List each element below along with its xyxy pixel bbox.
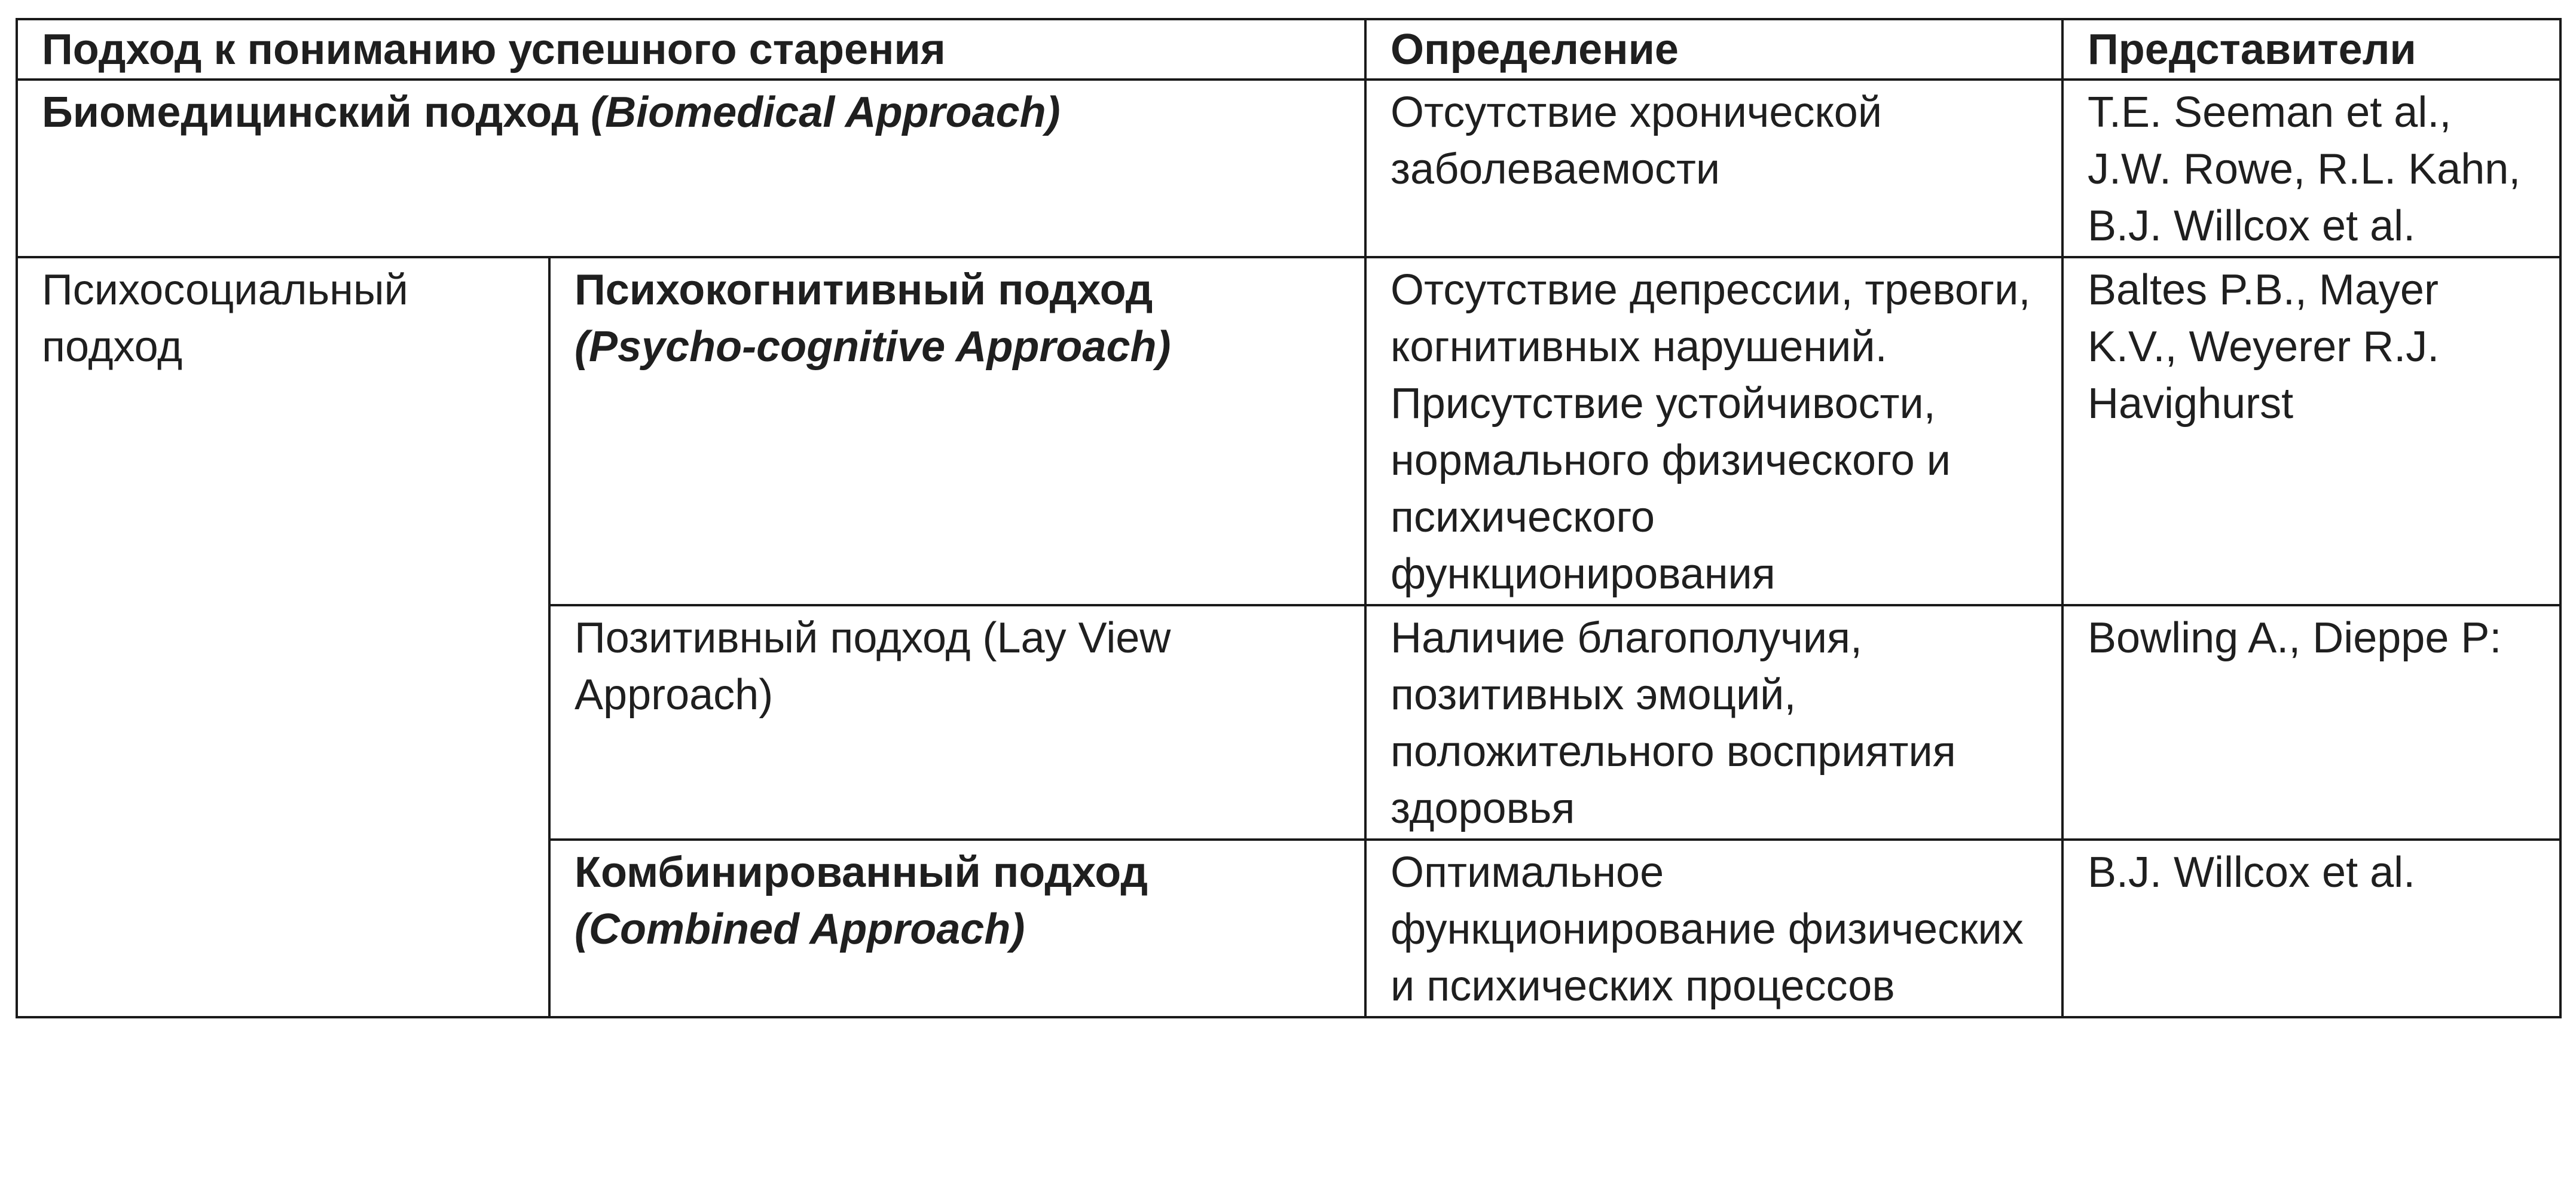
header-approach: Подход к пониманию успешного старения <box>17 19 1365 80</box>
header-definition: Определение <box>1365 19 2062 80</box>
combined-name: Комбинированный подход <box>575 849 1148 896</box>
cell-combined-definition: Оптимальное функционирование физических и психических процессов <box>1365 840 2062 1017</box>
cell-psychocognitive-representatives: Baltes P.B., Mayer K.V., Weyerer R.J. Havighurst <box>2062 257 2560 605</box>
cell-psychocognitive-definition: Отсутствие депрессии, тревоги, когнитивных нарушений. Присутствие устойчивости, нормального физического и психического функционирования <box>1365 257 2062 605</box>
header-row <box>17 19 2560 80</box>
cell-biomedical-definition: Отсутствие хронической заболеваемости <box>1365 80 2062 257</box>
combined-name-en: (Combined Approach) <box>575 905 1025 953</box>
psychocognitive-name: Психокогнитивный подход <box>575 266 1153 314</box>
biomedical-name: Биомедицинский подход <box>42 89 591 136</box>
cell-combined-name <box>549 840 1365 1017</box>
approaches-table <box>16 18 2562 1018</box>
biomedical-name-en: (Biomedical Approach) <box>591 89 1061 136</box>
cell-combined-representatives: B.J. Willcox et al. <box>2062 840 2560 1017</box>
cell-psychocognitive-name <box>549 257 1365 605</box>
cell-biomedical-representatives: T.E. Seeman et al., J.W. Rowe, R.L. Kahn, B.J. Willcox et al. <box>2062 80 2560 257</box>
cell-psychosocial-name: Психосоциальный подход <box>17 257 549 1017</box>
cell-biomedical-name <box>17 80 1365 257</box>
cell-positive-definition: Наличие благополучия, позитивных эмоций, положительного восприятия здоровья <box>1365 605 2062 840</box>
table-row-biomedical <box>17 80 2560 257</box>
psychocognitive-name-en: (Psycho-cognitive Approach) <box>575 323 1171 371</box>
cell-positive-representatives: Bowling A., Dieppe P: <box>2062 605 2560 840</box>
table-row-psychocognitive <box>17 257 2560 605</box>
header-representatives: Представители <box>2062 19 2560 80</box>
cell-positive-name: Позитивный подход (Lay View Approach) <box>549 605 1365 840</box>
